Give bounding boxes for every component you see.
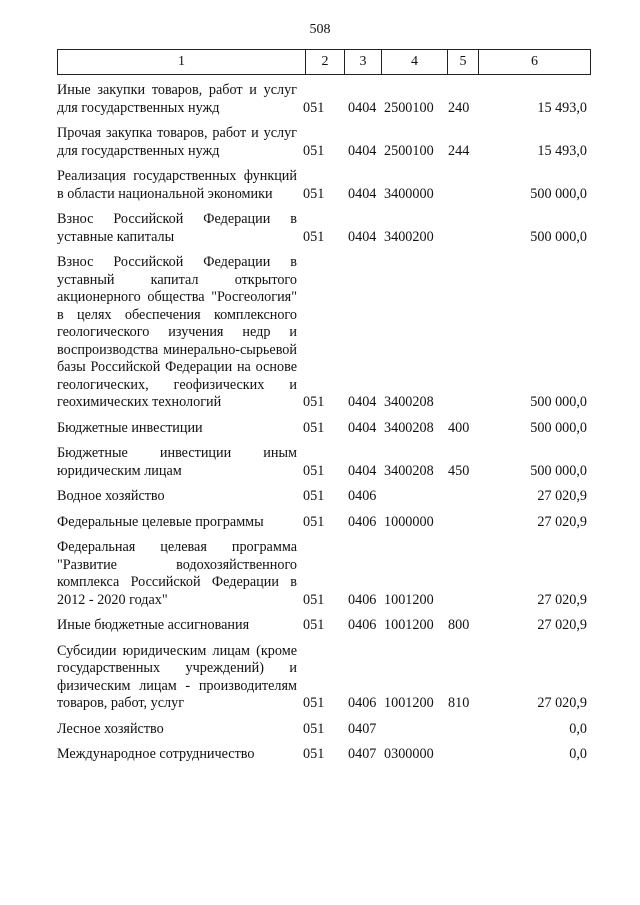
row-name: Реализация государственных функций в области национальной экономики [57,168,297,202]
table-row [57,125,587,160]
row-col-2: 051 [303,488,325,504]
table-row [57,211,587,246]
row-name: Прочая закупка товаров, работ и услуг для государственных нужд [57,125,297,159]
row-col-4: 1000000 [384,513,434,530]
row-col-5: 240 [448,99,470,116]
row-col-4: 3400200 [384,228,434,245]
row-col-6: 15 493,0 [537,142,587,159]
row-name: Иные закупки товаров, работ и услуг для государственных нужд [57,82,297,116]
table-header [57,49,591,75]
row-col-2: 051 [303,695,325,711]
header-col-5: 5 [448,50,479,75]
row-col-3: 0407 [348,746,377,762]
row-col-4: 3400208 [384,394,434,410]
page-number: 508 [309,22,331,37]
row-col-2: 051 [303,142,325,159]
row-col-2: 051 [303,591,325,608]
table-row [57,617,587,635]
row-col-6: 500 000,0 [530,185,587,202]
row-col-6: 500 000,0 [530,228,587,245]
row-col-5: 800 [448,617,470,633]
row-col-6: 15 493,0 [537,99,587,116]
row-col-6: 27 020,9 [537,488,587,504]
row-col-4: 2500100 [384,99,434,116]
row-col-2: 051 [303,462,325,479]
row-col-6: 500 000,0 [530,419,587,436]
table-row [57,420,587,438]
row-name: Лесное хозяйство [57,720,164,737]
row-col-3: 0406 [348,513,377,530]
row-col-2: 051 [303,617,325,633]
row-name: Бюджетные инвестиции иным юридическим лицам [57,445,297,479]
row-col-3: 0404 [348,228,377,245]
row-name: Водное хозяйство [57,488,165,504]
row-col-3: 0407 [348,720,377,737]
table-row [57,746,587,764]
row-col-5: 810 [448,695,470,711]
row-name: Взнос Российской Федерации в уставные капиталы [57,211,297,245]
row-col-4: 0300000 [384,746,434,762]
table-row [57,82,587,117]
row-col-5: 244 [448,142,470,159]
row-col-3: 0406 [348,695,377,711]
header-col-3: 3 [345,50,382,75]
row-col-6: 500 000,0 [530,394,587,410]
row-col-3: 0404 [348,394,377,410]
row-col-4: 1001200 [384,695,434,711]
row-col-4: 3400208 [384,462,434,479]
table-row [57,488,587,506]
table-row [57,445,587,480]
header-col-6: 6 [479,50,591,75]
row-col-4: 2500100 [384,142,434,159]
row-col-5: 400 [448,419,470,436]
row-col-2: 051 [303,394,325,410]
row-col-6: 27 020,9 [537,591,587,608]
row-col-2: 051 [303,746,325,762]
row-col-3: 0406 [348,617,377,633]
table-row [57,168,587,203]
row-name: Субсидии юридическим лицам (кроме государственных учреждений) и физическим лицам - производителям товаров, работ, услуг [57,642,297,711]
row-col-6: 27 020,9 [537,617,587,633]
header-col-4: 4 [382,50,448,75]
row-col-2: 051 [303,99,325,116]
row-col-3: 0404 [348,99,377,116]
row-col-6: 500 000,0 [530,462,587,479]
row-col-3: 0404 [348,419,377,436]
row-col-6: 0,0 [569,746,587,762]
row-col-2: 051 [303,228,325,245]
row-col-2: 051 [303,185,325,202]
row-col-3: 0406 [348,591,377,608]
table-row [57,254,587,412]
table-row [57,643,587,713]
header-col-1: 1 [58,50,306,75]
row-name: Международное сотрудничество [57,746,255,762]
row-col-2: 051 [303,513,325,530]
row-col-3: 0404 [348,142,377,159]
row-col-3: 0406 [348,488,377,504]
row-col-4: 3400208 [384,419,434,436]
row-col-6: 27 020,9 [537,513,587,530]
row-name: Бюджетные инвестиции [57,419,203,436]
table-row [57,514,587,532]
header-col-2: 2 [306,50,345,75]
row-name: Федеральная целевая программа "Развитие водохозяйственного комплекса Российской Федерации в 2012 - 2020 годах" [57,539,297,608]
row-name: Иные бюджетные ассигнования [57,617,250,633]
row-col-6: 27 020,9 [537,695,587,711]
row-col-4: 3400000 [384,185,434,202]
row-col-4: 1001200 [384,591,434,608]
row-col-2: 051 [303,720,325,737]
table-body [57,82,587,772]
table-row [57,539,587,609]
row-col-4: 1001200 [384,617,434,633]
row-col-6: 0,0 [569,720,587,737]
row-name: Взнос Российской Федерации в уставный капитал открытого акционерного общества "Росгеология" в целях обеспечения комплексного геологического изучения недр и воспроизводства минерально-сырьевой базы Российской Федерации на основе геологических, геофизических и геохимических технологий [57,254,297,410]
row-col-3: 0404 [348,462,377,479]
table-row [57,721,587,739]
row-col-3: 0404 [348,185,377,202]
row-col-2: 051 [303,419,325,436]
row-col-5: 450 [448,462,470,479]
row-name: Федеральные целевые программы [57,513,264,530]
